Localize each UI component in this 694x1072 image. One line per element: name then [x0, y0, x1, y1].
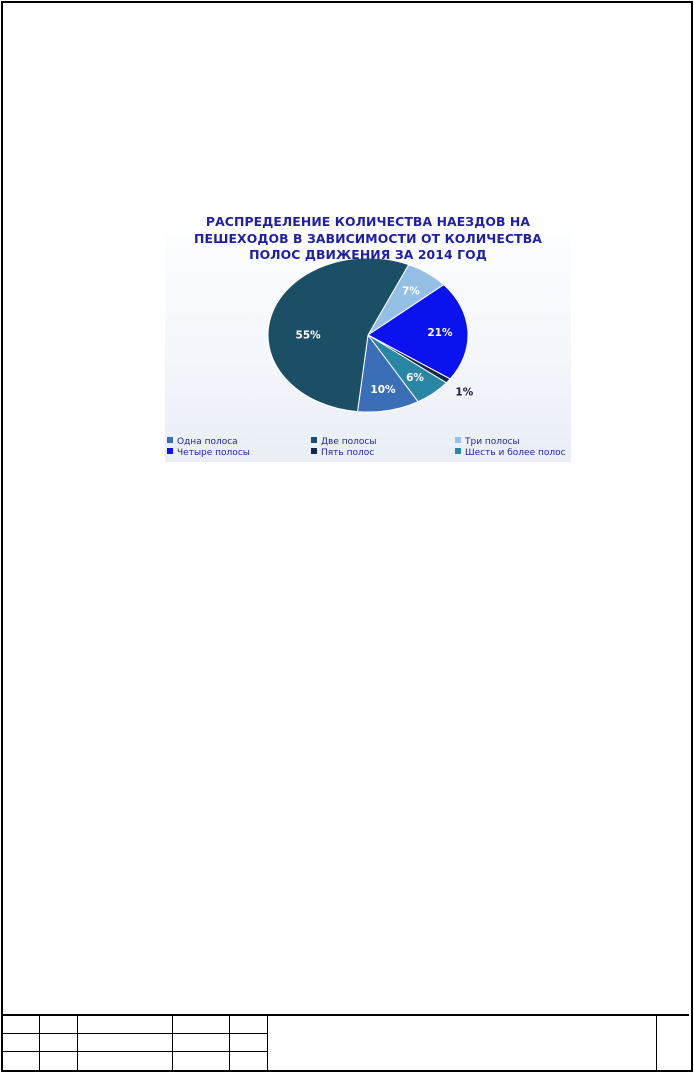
legend-label: Две полосы [321, 437, 377, 447]
legend-item [455, 448, 566, 459]
chart-title-line: РАСПРЕДЕЛЕНИЕ КОЛИЧЕСТВА НАЕЗДОВ НА [205, 214, 531, 229]
chart-title-line: ПЕШЕХОДОВ В ЗАВИСИМОСТИ ОТ КОЛИЧЕСТВА [194, 230, 542, 246]
title-block-divider [267, 1016, 268, 1070]
title-block-divider [77, 1016, 78, 1070]
title-block-divider [172, 1016, 173, 1070]
title-block-divider [229, 1016, 230, 1070]
title-block-divider [1, 1051, 267, 1052]
pie-chart [165, 210, 571, 462]
legend-item [167, 437, 238, 448]
title-block-divider [39, 1016, 40, 1070]
legend-label: Четыре полосы [177, 448, 250, 458]
legend-item [311, 437, 376, 448]
legend-item [311, 448, 374, 459]
pie-data-label: 7% [402, 285, 420, 298]
pie-data-label: 1% [455, 386, 474, 399]
chart-title-line: ПОЛОС ДВИЖЕНИЯ ЗА 2014 ГОД [249, 247, 487, 262]
legend-label: Пять полос [321, 448, 375, 458]
legend-item [455, 437, 520, 448]
legend-swatch [311, 437, 317, 443]
title-block-divider [656, 1016, 657, 1070]
legend-swatch [455, 448, 461, 454]
legend-swatch [167, 437, 173, 443]
title-block-divider [1, 1033, 267, 1034]
pie-data-label: 10% [370, 384, 396, 397]
page-frame [1, 1, 693, 1072]
pie-data-label: 6% [406, 371, 424, 384]
pie-data-label: 21% [427, 327, 453, 340]
legend-label: Шесть и более полос [465, 448, 566, 458]
legend-swatch [311, 448, 317, 454]
pie-data-label: 55% [295, 329, 321, 342]
legend-swatch [167, 448, 173, 454]
chart-title [165, 214, 571, 264]
legend-swatch [455, 437, 461, 443]
legend-item [167, 448, 250, 459]
legend-label: Три полосы [465, 437, 520, 447]
title-block [1, 1014, 689, 1070]
legend-label: Одна полоса [177, 437, 238, 447]
